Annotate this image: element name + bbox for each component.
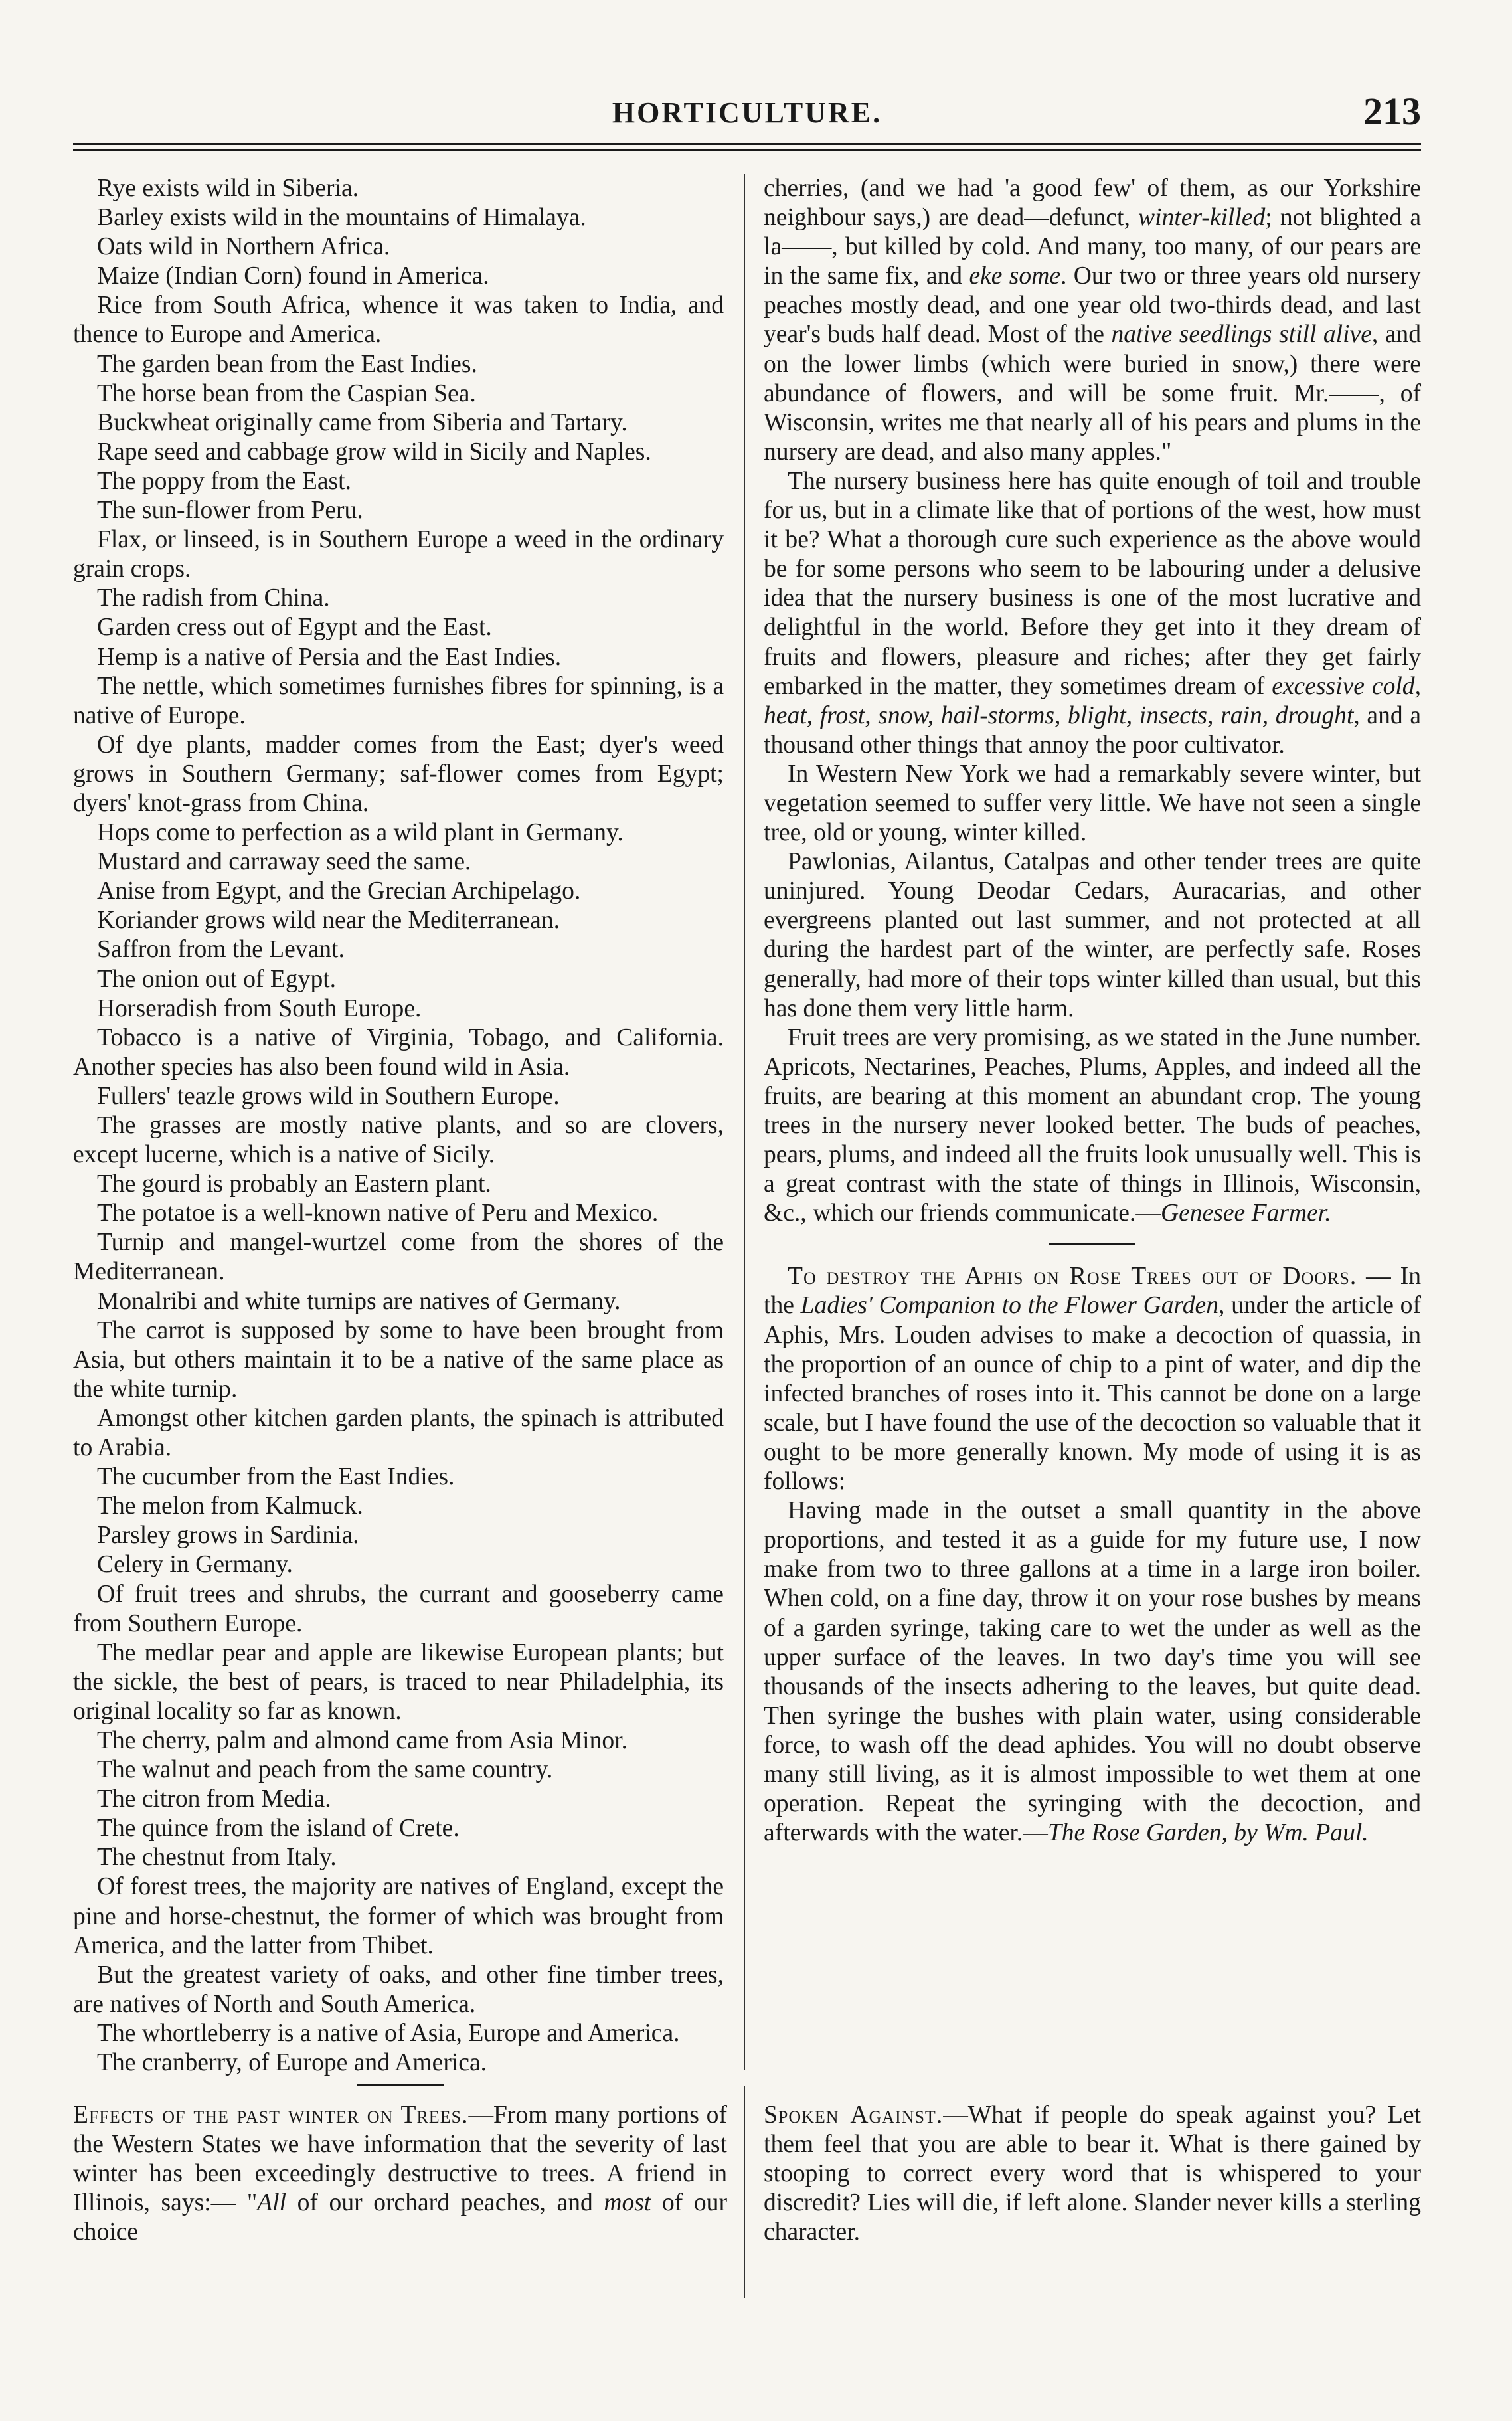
plant-origin-entry: The chestnut from Italy. xyxy=(97,1844,337,1872)
paulownias-paragraph: Pawlonias, Ailantus, Catalpas and other tender trees are quite uninjured. Young Deodar Cedars, Auracarias, and other evergreens planted out last summer, and not protected at all during the hardest part of the winter, are perfectly safe. Roses generally, had more of their tops winter killed than usual, but this has done them very little harm. xyxy=(764,848,1421,1022)
plant-origin-entry: Turnip and mangel-wurtzel come from the shores of the Mediterranean. xyxy=(73,1229,724,1286)
header-rule xyxy=(73,143,1421,151)
section-rule xyxy=(1049,1243,1135,1245)
page-number: 213 xyxy=(1363,90,1421,133)
western-ny-paragraph: In Western New York we had a remarkably severe winter, but vegetation seemed to suffer very little. We have not seen a single tree, old or young, winter killed. xyxy=(764,760,1421,847)
plant-origin-entry: The potatoe is a well-known native of Peru and Mexico. xyxy=(97,1200,659,1227)
plant-origin-entry: The radish from China. xyxy=(97,584,330,612)
plant-origin-entry: The horse bean from the Caspian Sea. xyxy=(97,379,476,407)
spoken-against-article: Spoken Against.—What if people do speak against you? Let them feel that you are able to bear it. What is there gained by stooping to correct every word that is whispered to your discredit? Lies will die, if left alone. Slander never kills a sterling character. xyxy=(764,2102,1421,2246)
effects-of-winter-article: Effects of the past winter on Trees.—From many portions of the Western States we have information that the severity of last winter has been exceedingly destructive to trees. A friend in Illinois, says:— "All of our orchard peaches, and most of our choice xyxy=(73,2084,727,2247)
plant-origin-entry: The cranberry, of Europe and America. xyxy=(97,2049,487,2076)
left-column xyxy=(73,174,724,2078)
plant-origin-entry: Of fruit trees and shrubs, the currant and gooseberry came from Southern Europe. xyxy=(73,1580,724,1637)
plant-origin-entry: Saffron from the Levant. xyxy=(97,936,345,964)
plant-origin-entry: The onion out of Egypt. xyxy=(97,965,337,993)
plant-origin-entry: Flax, or linseed, is in Southern Europe a weed in the ordinary grain crops. xyxy=(73,526,724,583)
article-heading: To destroy the Aphis on Rose Trees out of Doors. xyxy=(788,1263,1357,1291)
plant-origin-entry: Of dye plants, madder comes from the East; dyer's weed grows in Southern Germany; saf-flower comes from Egypt; dyers' knot-grass from China. xyxy=(73,731,724,817)
plant-origin-entry: Tobacco is a native of Virginia, Tobago, and California. Another species has also been found wild in Asia. xyxy=(73,1024,724,1081)
plant-origins-list xyxy=(73,174,724,2078)
plant-origin-entry: Monalribi and white turnips are natives of Germany. xyxy=(97,1287,621,1315)
page-header xyxy=(73,86,1421,139)
plant-origin-entry: The whortleberry is a native of Asia, Europe and America. xyxy=(97,2019,680,2047)
plant-origin-entry: The nettle, which sometimes furnishes fibres for spinning, is a native of Europe. xyxy=(73,672,724,729)
aphis-paragraph: To destroy the Aphis on Rose Trees out of Doors. — In the Ladies' Companion to the Flower Garden, under the article of Aphis, Mrs. Louden advises to make a decoction of quassia, in the proportion of an ounce of chip to a pint of water, and dip the infected branches of roses into it. This cannot be done on a large scale, but I have found the use of the decoction so valuable that it ought to be more generally known. My mode of using it is as follows: xyxy=(764,1263,1421,1496)
plant-origin-entry: Rice from South Africa, whence it was taken to India, and thence to Europe and America. xyxy=(73,292,724,349)
plant-origin-entry: Barley exists wild in the mountains of Himalaya. xyxy=(97,204,586,232)
plant-origin-entry: Maize (Indian Corn) found in America. xyxy=(97,262,489,290)
plant-origin-entry: Celery in Germany. xyxy=(97,1551,293,1579)
plant-origin-entry: Horseradish from South Europe. xyxy=(97,994,422,1022)
aphis-method-paragraph: Having made in the outset a small quantity in the above proportions, and tested it as a guide for my future use, I now make from two to three gallons at a time in a large iron boiler. When cold, on a fine day, throw it on your rose bushes by means of a garden syringe, taking care to wet the under as well as the upper surface of the leaves. In two day's time you will see thousands of the insects adhering to the leaves, but quite dead. Then syringe the bushes with plain water, using considerable force, to wash off the dead aphides. You will no doubt observe many still living, as it is almost impossible to wet them at one operation. Repeat the syringing with the decoction, and afterwards with the water.—The Rose Garden, by Wm. Paul. xyxy=(764,1497,1421,1847)
plant-origin-entry: The carrot is supposed by some to have been brought from Asia, but others maintain it to be a native of the same place as the white turnip. xyxy=(73,1316,724,1403)
plant-origin-entry: The melon from Kalmuck. xyxy=(97,1492,363,1520)
right-column xyxy=(764,174,1421,1848)
plant-origin-entry: The cucumber from the East Indies. xyxy=(97,1463,455,1491)
plant-origin-entry: The poppy from the East. xyxy=(97,467,351,495)
source-citation: Genesee Farmer. xyxy=(1160,1200,1331,1227)
plant-origin-entry: The quince from the island of Crete. xyxy=(97,1815,460,1842)
plant-origin-entry: The sun-flower from Peru. xyxy=(97,497,363,525)
plant-origin-entry: Hops come to perfection as a wild plant in Germany. xyxy=(97,819,624,847)
plant-origin-entry: Of forest trees, the majority are natives of England, except the pine and horse-chestnut, the former of which was brought from America, and the latter from Thibet. xyxy=(73,1873,724,1959)
plant-origin-entry: Mustard and carraway seed the same. xyxy=(97,848,471,876)
nursery-paragraph: The nursery business here has quite enough of toil and trouble for us, but in a climate like that of portions of the west, how must it be? What a thorough cure such experience as the above would be for some persons who seem to be labouring under a delusive idea that the nursery business is one of the most lucrative and delightful in the world. Before they get into it they dream of fruits and flowers, pleasure and riches; after they get fairly embarked in the matter, they sometimes dream of excessive cold, heat, frost, snow, hail-storms, blight, insects, rain, drought, and a thousand other things that annoy the poor cultivator. xyxy=(764,467,1422,759)
section-rule xyxy=(357,2084,444,2086)
running-head: HORTICULTURE. xyxy=(612,96,882,129)
fruit-trees-paragraph: Fruit trees are very promising, as we stated in the June number. Apricots, Nectarines, Peaches, Plums, Apples, and indeed all the fruits, are bearing at this moment an abundant crop. The young trees in the nursery never looked better. The buds of peaches, pears, plums, and indeed all the fruits look unusually well. This is a great contrast with the state of things in Illinois, Wisconsin, &c., which our friends communicate.—Genesee Farmer. xyxy=(764,1024,1421,1227)
plant-origin-entry: Garden cress out of Egypt and the East. xyxy=(97,614,492,642)
source-citation: The Rose Garden, by Wm. Paul. xyxy=(1047,1819,1369,1847)
plant-origin-entry: The grasses are mostly native plants, and so are clovers, except lucerne, which is a native of Sicily. xyxy=(73,1112,724,1169)
plant-origin-entry: The garden bean from the East Indies. xyxy=(97,350,477,378)
plant-origin-entry: Amongst other kitchen garden plants, the spinach is attributed to Arabia. xyxy=(73,1404,724,1462)
plant-origin-entry: The gourd is probably an Eastern plant. xyxy=(97,1170,491,1198)
plant-origin-entry: Koriander grows wild near the Mediterranean. xyxy=(97,907,560,935)
article-heading: Effects of the past winter on Trees. xyxy=(73,2102,469,2129)
plant-origin-entry: But the greatest variety of oaks, and other fine timber trees, are natives of North and South America. xyxy=(73,1961,724,2018)
plant-origin-entry: Rye exists wild in Siberia. xyxy=(97,175,359,202)
plant-origin-entry: Fullers' teazle grows wild in Southern Europe. xyxy=(97,1082,560,1110)
plant-origin-entry: Rape seed and cabbage grow wild in Sicily and Naples. xyxy=(97,438,651,466)
continued-paragraph: cherries, (and we had 'a good few' of them, as our Yorkshire neighbour says,) are dead—defunct, winter-killed; not blighted a la——, but killed by cold. And many, too many, of our pears are in the same fix, and eke some. Our two or three years old nursery peaches mostly dead, and one year old two-thirds dead, and last year's buds half dead. Most of the native seedlings still alive, and on the lower limbs (which were buried in snow,) there were abundance of flowers, and will be some fruit. Mr.——, of Wisconsin, writes me that nearly all of his pears and plums in the nursery are dead, and also many apples." xyxy=(764,175,1422,466)
plant-origin-entry: The walnut and peach from the same country. xyxy=(97,1756,553,1784)
plant-origin-entry: Parsley grows in Sardinia. xyxy=(97,1522,359,1550)
plant-origin-entry: The medlar pear and apple are likewise European plants; but the sickle, the best of pears, is traced to near Philadelphia, its original locality so far as known. xyxy=(73,1639,724,1725)
plant-origin-entry: Hemp is a native of Persia and the East Indies. xyxy=(97,643,562,671)
article-heading: Spoken Against. xyxy=(764,2102,944,2129)
column-divider xyxy=(744,2086,745,2298)
plant-origin-entry: Anise from Egypt, and the Grecian Archipelago. xyxy=(97,877,581,905)
plant-origin-entry: The citron from Media. xyxy=(97,1785,331,1813)
plant-origin-entry: The cherry, palm and almond came from Asia Minor. xyxy=(97,1726,628,1754)
plant-origin-entry: Buckwheat originally came from Siberia and Tartary. xyxy=(97,408,628,436)
plant-origin-entry: Oats wild in Northern Africa. xyxy=(97,233,390,261)
column-divider xyxy=(744,174,745,2070)
